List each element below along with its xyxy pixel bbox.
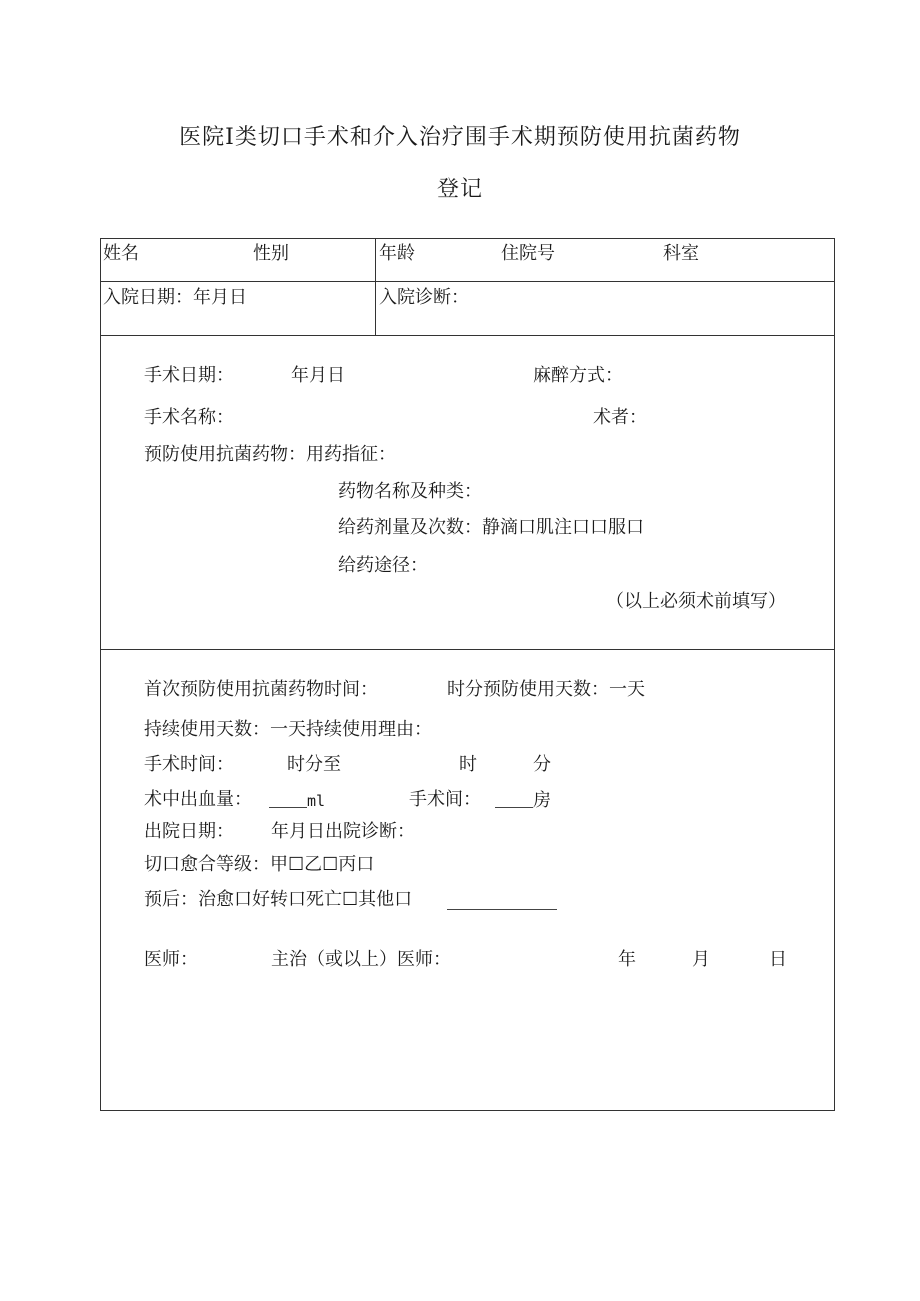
blood-loss-label: 术中出血量： (144, 789, 252, 810)
name-label: 姓名 (103, 243, 139, 264)
first-use-time-label: 首次预防使用抗菌药物时间： (144, 679, 378, 700)
prophylaxis-label: 预防使用抗菌药物：用药指征： (144, 444, 396, 465)
first-use-time-value: 时分预防使用天数：一天 (447, 679, 645, 700)
op-time-from: 时分至 (287, 754, 341, 775)
blood-loss-unit: ml (307, 792, 326, 810)
dose-label: 给药剂量及次数：静滴口肌注口口服口 (338, 517, 644, 538)
column-divider (375, 239, 376, 335)
sex-label: 性别 (253, 243, 289, 264)
route-label: 给药途径： (338, 555, 428, 576)
op-room-field (495, 789, 551, 812)
prognosis-label: 预后：治愈口好转口死亡☐其他口 (144, 889, 413, 910)
doctor-label: 医师： (144, 949, 198, 970)
anesthesia-label: 麻醉方式： (533, 365, 623, 386)
op-time-label: 手术时间： (144, 754, 234, 775)
surgery-date-value: 年月日 (291, 365, 345, 386)
pre-surgery-note: （以上必须术前填写） (606, 591, 786, 612)
op-time-hour: 时 (459, 754, 477, 775)
surgery-name-label: 手术名称： (144, 407, 234, 428)
row-divider (101, 335, 834, 336)
op-room-unit: 房 (533, 790, 551, 811)
discharge-date-label: 出院日期： (144, 821, 234, 842)
department-label: 科室 (663, 243, 699, 264)
surgery-date-label: 手术日期： (144, 365, 234, 386)
document-title-line2: 登记 (436, 177, 483, 202)
op-room-label: 手术间： (409, 789, 481, 810)
admit-date-label: 入院日期：年月日 (103, 287, 247, 308)
healing-grade-label: 切口愈合等级：甲☐乙☐丙口 (144, 854, 375, 875)
op-time-minute: 分 (533, 754, 551, 775)
registration-form (100, 238, 835, 1111)
section-divider (101, 649, 834, 650)
sign-year: 年 (618, 949, 636, 970)
sign-month: 月 (692, 949, 710, 970)
surgeon-label: 术者： (593, 407, 647, 428)
admit-diagnosis-label: 入院诊断： (379, 287, 469, 308)
blood-loss-blank (269, 789, 307, 808)
drug-name-label: 药物名称及种类： (338, 481, 482, 502)
sign-day: 日 (769, 949, 787, 970)
discharge-date-value: 年月日出院诊断： (271, 821, 415, 842)
blood-loss-field (269, 789, 325, 812)
op-room-blank (495, 789, 533, 808)
document-title: 医院Ⅰ类切口手术和介入治疗围手术期预防使用抗菌药物 (179, 125, 741, 150)
row-divider (101, 281, 834, 282)
duration-label: 持续使用天数：一天持续使用理由： (144, 719, 432, 740)
age-label: 年龄 (379, 243, 415, 264)
admission-no-label: 住院号 (501, 243, 555, 264)
attending-doctor-label: 主治（或以上）医师： (271, 949, 451, 970)
prognosis-other-blank (447, 889, 557, 910)
